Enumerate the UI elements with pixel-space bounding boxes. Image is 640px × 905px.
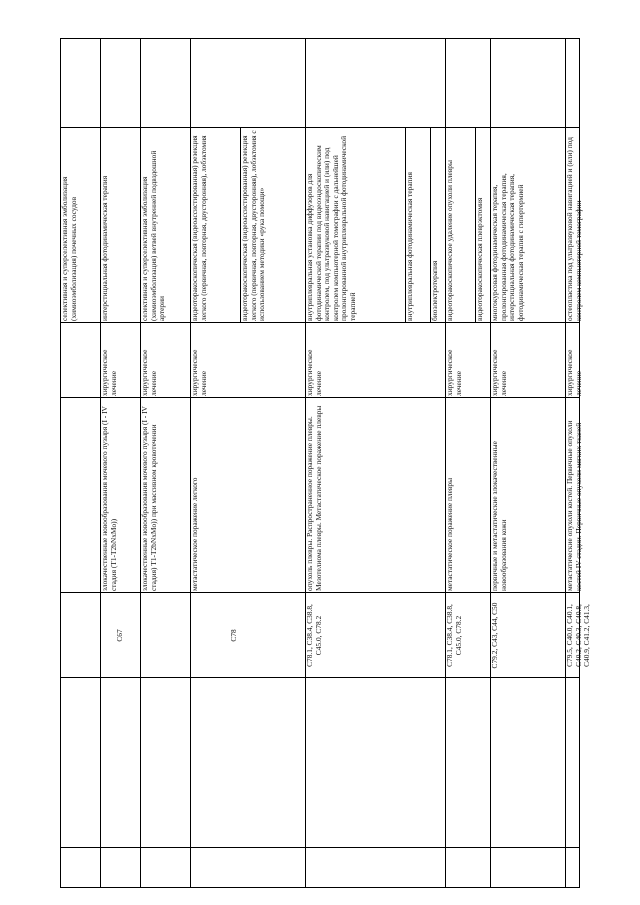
procedures-table bbox=[60, 38, 592, 888]
diagnosis-cell: метастатическое поражение плевры bbox=[445, 477, 454, 591]
method-cell: видеоторакоскопическая (видеоассистированная) резекция легкого (первичная, повторная, двусторонняя), лобэктомия с использованием методики «рука помощи» bbox=[240, 130, 267, 321]
treatment-type-cell: хирургическое лечение bbox=[100, 349, 118, 396]
diagnosis-cell: первичные и метастатические злокачественные новообразования кожи bbox=[490, 441, 508, 591]
column-divider bbox=[60, 847, 580, 848]
code-cell: C78.1, C38.4, C38.8, C45.0, C78.2 bbox=[305, 604, 323, 667]
table-border-left bbox=[60, 887, 580, 888]
treatment-type-cell: хирургическое лечение bbox=[490, 349, 508, 396]
diagnosis-cell: злокачественные новообразования мочевого пузыря (I - IV стадия (T1-T2bNxMo)) bbox=[100, 406, 118, 591]
code-cell: C78 bbox=[229, 629, 238, 642]
method-cell: внутриплевральная фотодинамическая терапия bbox=[405, 172, 414, 321]
code-cell: C78.1, C38.4, C38.8, C45.0, C78.2 bbox=[445, 604, 463, 667]
method-cell: видеоторакоскопическое удаление опухоли плевры bbox=[445, 160, 454, 321]
method-cell: биоэлектротерапия bbox=[430, 260, 439, 321]
treatment-type-cell: хирургическое лечение bbox=[140, 349, 158, 396]
treatment-type-cell: хирургическое лечение bbox=[305, 349, 323, 396]
method-cell: видеоторакоскопическая плеврэктомия bbox=[475, 197, 484, 321]
diagnosis-cell: злокачественные новообразования мочевого пузыря (I - IV стадия) T1-T2bNxMo)) при массивном кровотечении bbox=[140, 406, 158, 591]
code-cell: C79.5, C40.0, C40.1, C40.2, C40.3, C40.8, C40.9, C41.2, C41.3, bbox=[565, 604, 592, 667]
rotated-table-wrapper bbox=[60, 38, 592, 888]
treatment-type-cell: хирургическое лечение bbox=[190, 349, 208, 396]
method-cell: многокурсовая фотодинамическая терапия, пролонгированная фотодинамическая терапия, интерстициальная фотодинамическая терапия, фотодинамическая терапия с гипертермией bbox=[490, 173, 525, 321]
method-cell: интерстициальная фотодинамическая терапия bbox=[100, 175, 109, 321]
treatment-type-cell: хирургическое лечение bbox=[445, 349, 463, 396]
method-cell: остеопластика под ультразвуковой навигацией и (или) под контролем компьютерной томографии bbox=[565, 137, 583, 321]
diagnosis-cell: опухоль плевры. Распространенное поражение плевры. Мезотелиома плевры. Метастатическое поражение плевры bbox=[305, 405, 323, 591]
code-cell: C79.2, C43, C44, C50 bbox=[490, 602, 499, 669]
method-cell: внутриплевральная установка диффузоров для фотодинамической терапии под видеоэндоскопическим контролем, под ультразвуковой навигацией и (или) под контролем компьютерной томографии с дальнейшей пролонгированной внутриплевральной фотодинамической терапией bbox=[305, 135, 357, 321]
treatment-type-cell: хирургическое лечение bbox=[565, 349, 583, 396]
method-cell: селективная и суперселективная эмболизация (химиоэмболизация) почечных сосудов bbox=[60, 176, 78, 321]
table-border-right bbox=[60, 38, 580, 39]
code-cell: C67 bbox=[115, 629, 124, 642]
method-cell: видеоторакоскопическая (видеоассистированная) резекция легкого (первичная, повторная, двусторонняя), лобэктомия bbox=[190, 135, 208, 321]
diagnosis-cell: метастатическое поражение легкого bbox=[190, 477, 199, 591]
diagnosis-cell: метастатические опухоли костей. Первичные опухоли костей IV стадии. Первичные опухоли мягких тканей bbox=[565, 420, 583, 591]
method-cell: селективная и суперселективная эмболизация (химиоэмболизация) ветвей внутренней подвздошной артерии bbox=[140, 150, 167, 321]
